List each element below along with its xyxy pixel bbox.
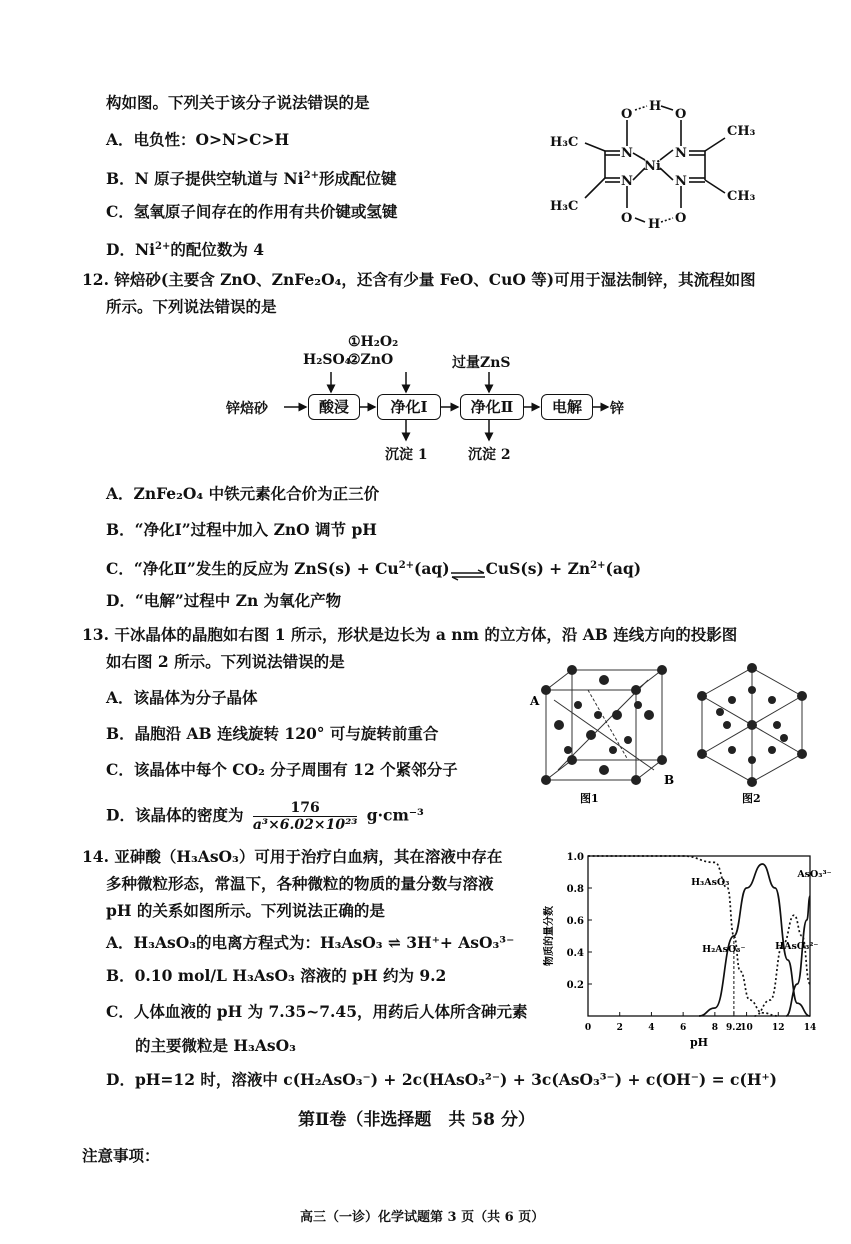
page-footer: 高三（一诊）化学试题第 3 页（共 6 页） [300,1210,545,1225]
speciation-chart [536,842,832,1052]
crystal-figure-2 [692,660,812,810]
o-atom-3: O [621,211,633,226]
q11-option-d: D．$Ni^{2+}$的配位数为 4 [106,240,265,259]
equilibrium-arrow-icon [450,565,486,575]
o-atom-1: O [621,107,633,122]
flow-start: 锌焙砂 [226,401,268,417]
q13-option-b: B．晶胞沿 AB 连线旋转 120° 可与旋转前重合 [106,724,439,743]
q14-option-c-line2: 的主要微粒是 H₃AsO₃ [135,1036,296,1055]
x-tick-label: 2 [616,1023,623,1033]
series-label: AsO₃³⁻ [797,868,832,880]
q12-option-a: A．ZnFe₂O₄ 中铁元素化合价为正三价 [106,484,380,503]
q13-option-d: D．该晶体的密度为 $\frac{176}{\text{a³×6.02×10²³}}$ g·cm⁻³ [106,800,424,833]
q13-stem-line2: 如右图 2 所示。下列说法错误的是 [106,652,345,671]
reagent-o: ①H₂O₂ [348,334,399,350]
n-atom-4: N [675,174,687,189]
reagent-h2so4: H₂SO₄ [303,352,351,368]
x-tick-label: 8 [711,1023,718,1033]
reagent-zno: ②ZnO [348,352,394,368]
q14-option-d: D．pH=12 时，溶液中 c(H₂AsO₃⁻) + 2c(HAsO₃²⁻) + 3c(AsO₃³⁻) + c(OH⁻) = c(H⁺) [106,1070,777,1089]
flow-end: 锌 [610,401,624,417]
step-purify-2: 净化Ⅱ [460,394,524,420]
n-atom-1: N [621,146,633,161]
step-electrolysis: 电解 [541,394,593,420]
label-a: A [530,694,540,708]
step-acid-leach: 酸浸 [308,394,360,420]
q12-option-d: D．“电解”过程中 Zn 为氧化产物 [106,591,342,610]
ppt-1: 沉淀 1 [385,447,428,463]
q14-stem-line2: 多种微粒形态，常温下，各种微粒的物质的量分数与溶液 [106,874,494,893]
x-tick-label: 10 [740,1023,753,1033]
y-tick-label: 0.2 [566,980,584,991]
label-b: B [664,773,675,787]
q14-option-b: B．0.10 mol/L H₃AsO₃ 溶液的 pH 约为 9.2 [106,966,447,985]
y-tick-label: 0.4 [566,948,584,959]
crystal-figure-1 [528,660,678,810]
h-atom-1: H [649,99,662,114]
ch3-right-top: CH₃ [727,124,756,139]
q14-option-c-line1: C．人体血液的 pH 为 7.35~7.45，用药后人体所含砷元素 [106,1002,528,1021]
series-line-0 [588,856,778,1016]
y-axis-label: 物质的量分数 [544,906,555,966]
q13-option-c: C．该晶体中每个 CO₂ 分子周围有 12 个紧邻分子 [106,760,458,779]
h-atom-2: H [648,217,661,232]
ni-atom: Ni [644,159,661,174]
q11-option-b: B．N 原子提供空轨道与 $Ni^{2+}$形成配位键 [106,169,397,188]
n-atom-3: N [675,146,687,161]
q13-stem-line1: 13. 干冰晶体的晶胞如右图 1 所示，形状是边长为 a nm 的立方体，沿 AB 连线方向的投影图 [82,625,738,644]
series-label: HAsO₃²⁻ [775,940,819,952]
q12-stem-line1: 12. 锌焙砂(主要含 ZnO、ZnFe₂O₄，还含有少量 FeO、CuO 等)可用于湿法制锌，其流程如图 [82,270,756,289]
ch3-left-bottom: H₃C [550,199,579,214]
fig1-caption: 图1 [580,792,599,805]
x-tick-label: 4 [648,1023,655,1033]
q14-option-a: A．H₃AsO₃的电离方程式为：H₃AsO₃ ⇌ 3H⁺+ AsO₃³⁻ [106,933,515,952]
series-label: H₃AsO₃ [691,876,730,888]
o-atom-2: O [675,107,687,122]
flow-arrows [0,0,851,480]
q11-intro: 构如图。下列关于该分子说法错误的是 [106,93,370,112]
series-label: H₂AsO₃⁻ [702,944,746,955]
density-fraction: $\frac{176}{\text{a³×6.02×10²³}}$ [252,800,358,833]
x-tick-label: 0 [584,1023,592,1033]
x-tick-label: 9.2 [726,1023,742,1033]
y-tick-label: 0.8 [566,884,584,895]
fig2-caption: 图2 [742,792,761,805]
q14-stem-line3: pH 的关系如图所示。下列说法正确的是 [106,901,385,920]
o-atom-4: O [675,211,687,226]
q11-option-c: C．氢氧原子间存在的作用有共价键或氢键 [106,202,398,221]
n-atom-2: N [621,174,633,189]
ppt-2: 沉淀 2 [468,447,511,463]
y-tick-label: 1.0 [566,852,584,863]
section-title: 第Ⅱ卷（非选择题 共 58 分） [298,1110,535,1130]
q13-option-a: A．该晶体为分子晶体 [106,688,258,707]
x-axis-label: pH [689,1036,709,1049]
q12-option-b: B．“净化Ⅰ”过程中加入 ZnO 调节 pH [106,520,377,539]
y-tick-label: 0.6 [566,916,584,927]
q12-stem-line2: 所示。下列说法错误的是 [106,297,277,316]
x-tick-label: 12 [772,1023,785,1033]
reagent-zns: 过量ZnS [452,355,511,371]
notes-heading: 注意事项： [82,1146,160,1165]
q14-stem-line1: 14. 亚砷酸（H₃AsO₃）可用于治疗白血病，其在溶液中存在 [82,847,503,866]
ch3-right-bottom: CH₃ [727,189,756,204]
x-tick-label: 14 [803,1023,817,1033]
x-tick-label: 6 [680,1023,687,1033]
q11-option-a: A．电负性：O>N>C>H [106,130,290,149]
q12-option-c: C．“净化Ⅱ”发生的反应为 $ZnS(s) + Cu^{2+}(aq) CuS(s) + Zn^{2+}(aq)$ [106,559,642,578]
step-purify-1: 净化Ⅰ [377,394,441,420]
ch3-left-top: H₃C [550,135,579,150]
